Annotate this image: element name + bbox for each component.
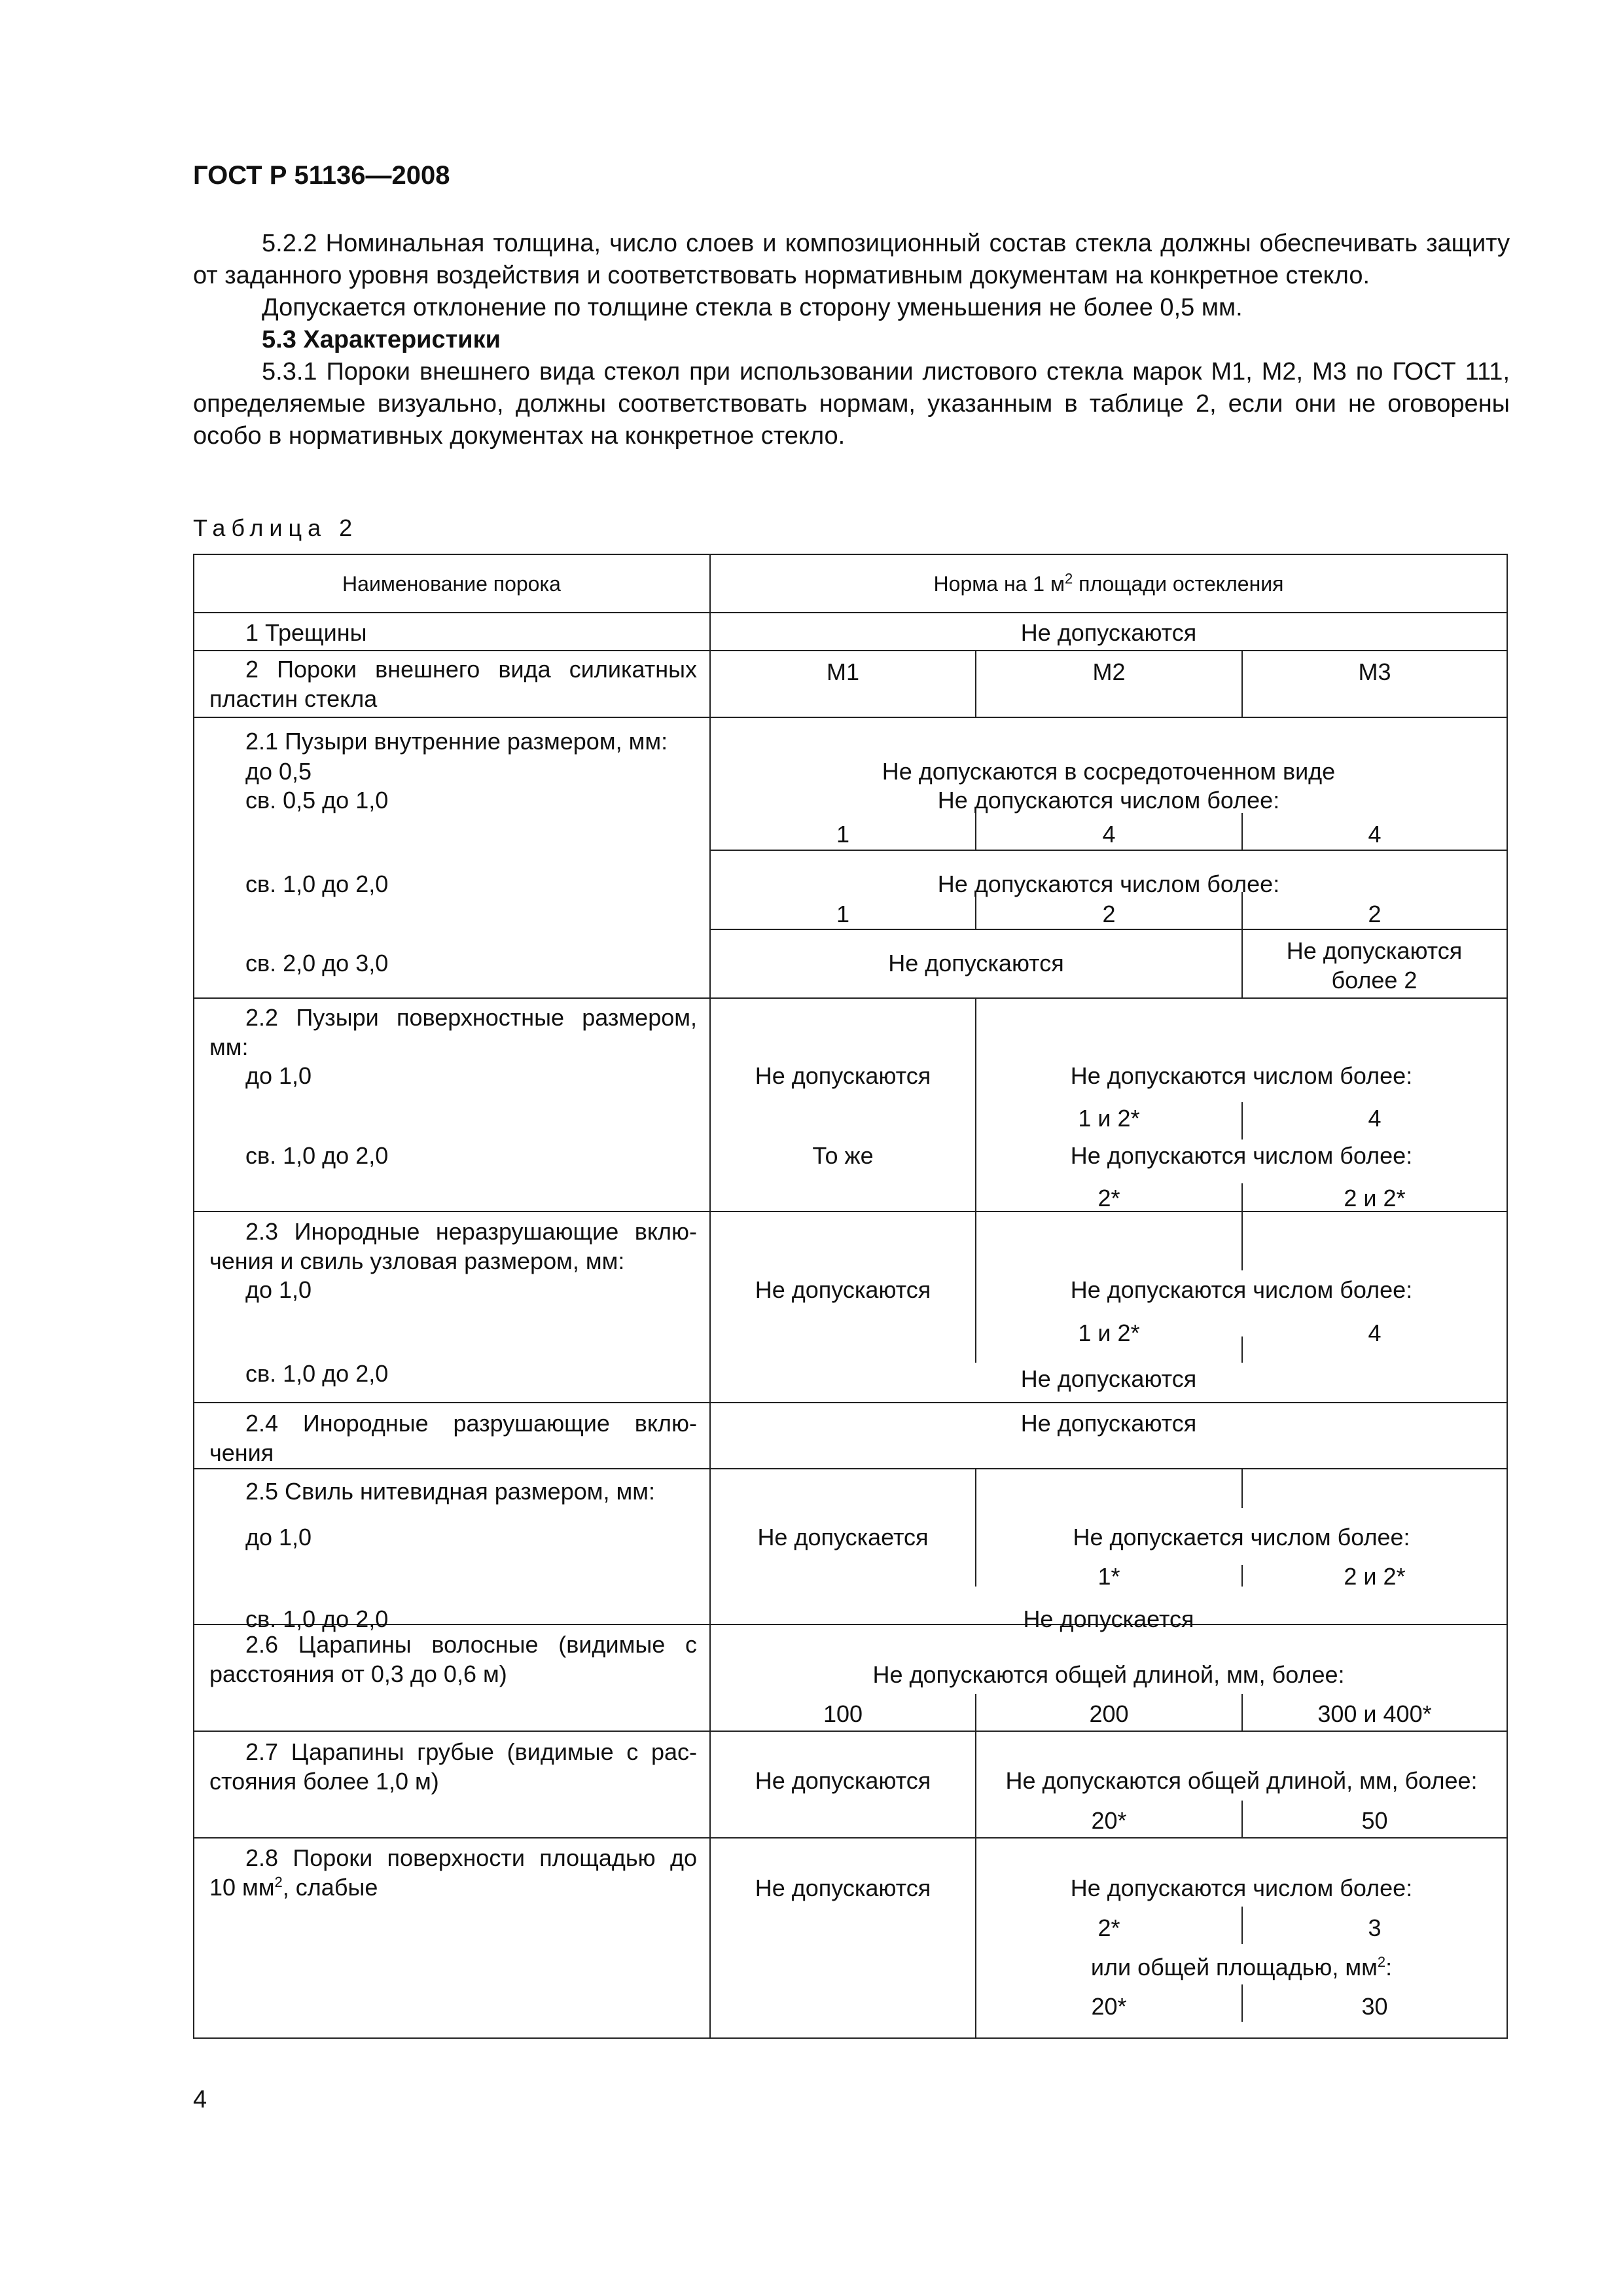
row-2-2-m3-b: 2 и 2* — [1344, 1185, 1406, 1211]
row-2-7-length-label: Не допускаются общей длиной, мм, более: — [1005, 1767, 1478, 1794]
row-2-2-m2-b: 2* — [1097, 1185, 1120, 1211]
row-2-2-name: 2.2 Пузыри поверхностные размером, мм: — [209, 1004, 697, 1060]
row-2-5-size-a: до 1,0 — [245, 1524, 312, 1551]
row-2-1-m3-count: 4 — [1368, 821, 1382, 848]
row-2-3-count-label: Не допускаются числом более: — [1070, 1276, 1413, 1303]
row-2-1-size-c: св. 1,0 до 2,0 — [245, 870, 389, 897]
row-2-3-m1: Не допускаются — [755, 1276, 931, 1303]
row-2-1-count-label-2: Не допускаются числом более: — [937, 870, 1280, 897]
row-2-8-area-text: или общей площадью, мм — [1090, 1954, 1378, 1981]
row-2-name: 2 Пороки внешнего вида силикатных пластин стекла — [209, 656, 697, 712]
row-2-1-not-allowed: Не допускаются — [888, 950, 1064, 977]
row-2-5-m1: Не допускается — [757, 1524, 929, 1551]
row-2-4-value: Не допускаются — [1020, 1410, 1197, 1437]
row-2-3-m3: 4 — [1368, 1319, 1382, 1346]
row-2-5-all-not-allowed: Не допускается — [1023, 1605, 1194, 1632]
header-norm-text: Норма на 1 м — [933, 572, 1065, 596]
row-2-8-m3-area: 30 — [1361, 1993, 1388, 2020]
row-1-name: 1 Трещины — [245, 619, 367, 646]
row-2-6-length-label: Не допускаются общей длиной, мм, более: — [872, 1661, 1345, 1688]
row-2-1-m1-count-2: 1 — [836, 901, 850, 927]
row-2-6-m3: 300 и 400* — [1317, 1700, 1432, 1727]
row-2-6-m1: 100 — [823, 1700, 863, 1727]
row-2-5-count-label: Не допускается числом более: — [1073, 1524, 1410, 1551]
row-2-8-m2: 2* — [1097, 1914, 1120, 1941]
row-2-2-count-label-a: Не допускаются числом более: — [1070, 1062, 1413, 1089]
header-defect-name: Наименование порока — [342, 572, 561, 596]
row-2-1-m3-count-2: 2 — [1368, 901, 1382, 927]
grade-m2: М2 — [1092, 658, 1126, 685]
document-header: ГОСТ Р 51136—2008 — [193, 161, 450, 190]
row-2-5-m3: 2 и 2* — [1344, 1563, 1406, 1590]
row-2-1-name: 2.1 Пузыри внутренние размером, мм: — [245, 728, 668, 755]
header-norm-text-2: площади остекления — [1073, 572, 1284, 596]
row-2-1-size-b: св. 0,5 до 1,0 — [245, 787, 389, 814]
row-2-3-name: 2.3 Инородные неразрушающие вклю-чения и свиль узловая размером, мм: — [209, 1218, 697, 1274]
row-2-2-size-a: до 1,0 — [245, 1062, 312, 1089]
row-2-2-m1-a: Не допускаются — [755, 1062, 931, 1089]
defects-table — [193, 554, 1508, 2039]
row-2-2-m3-a: 4 — [1368, 1105, 1382, 1132]
section-heading-5-3: 5.3 Характеристики — [262, 326, 501, 353]
row-1-value: Не допускаются — [1020, 619, 1197, 646]
row-2-8-m2-area: 20* — [1091, 1993, 1127, 2020]
grade-m3: М3 — [1358, 658, 1391, 685]
row-2-7-m2: 20* — [1091, 1807, 1127, 1834]
row-2-8-m1: Не допускаются — [755, 1874, 931, 1901]
row-2-1-size-d: св. 2,0 до 3,0 — [245, 950, 389, 977]
row-2-8-area-text-2: : — [1385, 1954, 1393, 1981]
body-text — [193, 228, 1510, 452]
row-2-2-m1-b: То же — [812, 1142, 874, 1169]
row-2-1-size-a: до 0,5 — [245, 758, 312, 785]
paragraph-5-2-2: 5.2.2 Номинальная толщина, число слоев и композиционный состав стекла должны обеспечивать защиту от заданного уровня воздействия и соответствовать нормативным документам на конкретное стекло. — [193, 230, 1510, 289]
row-2-3-size-b: св. 1,0 до 2,0 — [245, 1360, 389, 1387]
row-2-2-count-label-b: Не допускаются числом более: — [1070, 1142, 1413, 1169]
row-2-8-name-text: 2.8 Пороки поверхности площадью до 10 мм — [209, 1844, 697, 1901]
row-2-1-concentrated: Не допускаются в сосредоточенном виде — [882, 758, 1336, 785]
row-2-8-area-label — [976, 1952, 1507, 1982]
row-2-5-m2: 1* — [1097, 1563, 1120, 1590]
header-norm — [710, 569, 1507, 599]
table-caption: Таблица 2 — [193, 514, 359, 541]
paragraph-5-3-1: 5.3.1 Пороки внешнего вида стекол при использовании листового стекла марок М1, М2, М3 по ГОСТ 111, определяемые визуально, должны соответствовать нормам, указанным в таблице 2, если они не оговорены особо в нормативных документах на конкретное стекло. — [193, 358, 1510, 450]
row-2-3-m2: 1 и 2* — [1078, 1319, 1140, 1346]
row-2-6-m2: 200 — [1089, 1700, 1129, 1727]
row-2-8-count-label: Не допускаются числом более: — [1070, 1874, 1413, 1901]
row-2-1-m1-count: 1 — [836, 821, 850, 848]
row-2-6-name: 2.6 Царапины волосные (видимые с расстояния от 0,3 до 0,6 м) — [209, 1631, 697, 1687]
row-2-8-area-sup: 2 — [1377, 1954, 1386, 1970]
row-2-3-size-a: до 1,0 — [245, 1276, 312, 1303]
header-norm-sup: 2 — [1064, 570, 1073, 587]
row-2-7-m3: 50 — [1361, 1807, 1388, 1834]
page-number: 4 — [193, 2086, 207, 2113]
row-2-1-m3-not-more-2: Не допускаются более 2 — [1286, 937, 1463, 994]
row-2-5-name: 2.5 Свиль нитевидная размером, мм: — [245, 1478, 655, 1505]
row-2-3-all-not-allowed: Не допускаются — [1020, 1365, 1197, 1392]
row-2-1-m2-count-2: 2 — [1102, 901, 1116, 927]
row-2-5-size-b: св. 1,0 до 2,0 — [245, 1605, 389, 1632]
row-2-8-name-text-2: , слабые — [282, 1874, 378, 1901]
grade-m1: М1 — [826, 658, 859, 685]
row-2-7-m1: Не допускаются — [755, 1767, 931, 1794]
row-2-8-name — [209, 1843, 697, 1902]
row-2-7-name: 2.7 Царапины грубые (видимые с рас-стояния более 1,0 м) — [209, 1738, 697, 1795]
row-2-8-m3: 3 — [1368, 1914, 1382, 1941]
row-2-4-name: 2.4 Инородные разрушающие вклю-чения — [209, 1410, 697, 1466]
paragraph-tolerance: Допускается отклонение по толщине стекла в сторону уменьшения не более 0,5 мм. — [262, 294, 1243, 321]
row-2-1-count-label: Не допускаются числом более: — [937, 787, 1280, 814]
row-2-2-m2-a: 1 и 2* — [1078, 1105, 1140, 1132]
row-2-8-name-sup: 2 — [274, 1874, 283, 1890]
row-2-2-size-b: св. 1,0 до 2,0 — [245, 1142, 389, 1169]
row-2-1-m2-count: 4 — [1102, 821, 1116, 848]
